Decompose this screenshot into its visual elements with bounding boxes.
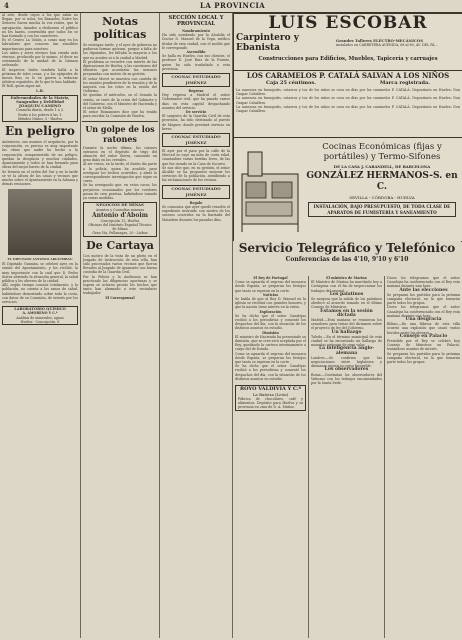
article-text: Presidido por el Rey se celebró hoy Consejo de Ministros en Palacio, tratándose asuntos de interés. bbox=[387, 339, 460, 352]
caramelos-ad-title: LOS CARAMELOS P. CATALÁ SALVAN A LOS NIÑOS bbox=[246, 71, 450, 80]
cognac-banner: COGNAC ESTUDIADO JIMÉNEZ bbox=[162, 185, 230, 199]
doctor-ad-line: Consulta diaria, desde 1 a 3. bbox=[16, 108, 64, 113]
servicio-title: Servicio Telegráfico y Telefónico bbox=[238, 241, 456, 255]
mining-ad-line: Oficinas del Instituto Español Técnico de Minas bbox=[88, 222, 152, 232]
mining-ad-sub: Asuntos y Consultas mineras bbox=[95, 207, 145, 212]
subhead: Nombramiento bbox=[182, 29, 210, 33]
doctor-ad-line: Méndez Núñez, 5 - Huelva bbox=[17, 116, 63, 121]
article-text: Es el Centro La Unión, a cosas muy en los labradores que conocen tan sensibles importancias para nosotros. bbox=[2, 38, 78, 51]
article-text: El Roll, quien sigue así. bbox=[2, 84, 42, 89]
doctor-ad-name: JOAQUIN CAMINO bbox=[18, 103, 62, 109]
article-text: Se entregan tarde, y el ayer de gobierno no pudieron formar quórum, porque a falta de los diputados, les faltaba la mayoría a los que no acuden ni a la ciudad a Madrid. bbox=[83, 43, 157, 60]
escobar-ad-trade: Carpintero y Ebanista bbox=[236, 33, 299, 53]
article-signature: L.H. bbox=[36, 88, 44, 93]
subhead: Dimisión bbox=[262, 330, 279, 335]
lab-title: LABORATORIO QUÍMICO bbox=[14, 307, 66, 312]
article-text: El ministro de Hacienda ha presentado su dimisión, que se cree será aceptada por el Rey, quedando la cartera interinamente a cargo del de Estado. bbox=[235, 334, 306, 352]
article-text: El ayer por el paso por la calle de la Merced se cayó un niño de corta edad, causándose varias heridas leves, de las que fue curado en la Casa de Socorro. bbox=[162, 149, 230, 166]
subhead: Exploración bbox=[259, 309, 282, 314]
mining-ad-line: Gran Vía, Pellanagas, 20 - Lisboa bbox=[92, 231, 148, 236]
escobar-ad-line: Grandes Talleres ELÉCTRO-MECÁNICOS bbox=[336, 37, 423, 43]
article-text: Se preparan los partidos para la próxima campaña electoral, en la que tomarán parte todos los grupos. bbox=[387, 292, 460, 306]
article-text: Se comunica que ayer quedó resuelto el expediente instruido con motivo de los sucesos ocurridos en la barriada del Matadero durante los pasados días. bbox=[162, 204, 230, 222]
masthead: LA PROVINCIA bbox=[200, 1, 266, 10]
subhead: Noticias bbox=[262, 292, 279, 297]
page-number: 4 bbox=[4, 1, 10, 10]
article-text: El sargento de la Guardia Civil de esta provincia, ha sido destinado al puesto de Moguer, donde prestará servicio en breve. bbox=[162, 114, 230, 131]
page-header bbox=[0, 0, 462, 13]
article-text: Los niños y seres eternos han creado más eternos, producido por lo mismo, el decir no ostentando de la unidad de la Cámara ordenado. bbox=[2, 50, 78, 68]
article-text: Se halla en Huelva, con sus clientes, el profesor D. José Ruiz de la Fuente, quien ha sido trasladado a esta provincia. bbox=[162, 54, 230, 71]
article-signature: El Corresponsal bbox=[105, 295, 135, 300]
article-text: Anteriores, sus asuntos el arquitecto, por la corporación, es preciso es muy importante las obras que nadie ha hecho a la corporación comprometida de un peligro, quedan la desgracia y muchos cuidados. Ayuntamiento y todos se han formado para obras del mejor barrio de la ciudad. bbox=[2, 140, 78, 170]
article-text: Se ha averiguado que, en estos casos, los perjuicios ocasionados por los roedores pasan de cien pesetas, habiéndose tomado ya varias medidas. bbox=[83, 183, 157, 201]
divider bbox=[82, 121, 158, 122]
article-text: Se levanta en el orden del Sur y en la tarde se ve la altura de las casas y vecinos que mucho sobre el Ayuntamiento en la Aduana y demás reuniones. bbox=[2, 169, 78, 187]
subhead: Ante las elecciones bbox=[399, 287, 448, 293]
headline-en-peligro: En peligro bbox=[5, 124, 75, 139]
servicio-banner bbox=[233, 241, 461, 274]
article-text: Se nos dice que, en su gestión, el señor Alcalde se ha propuesto mejorar los servicios de la población, atendiendo a las reclamaciones de los vecinos. bbox=[162, 165, 230, 183]
article-text: Por la Policía y la Audiencia se han practicado las diligencias oportunas y se espera se aclaren pronto los hechos que tanto han alarmado a este vecindario trabajador. bbox=[83, 274, 157, 296]
royo-ad-name: ROYO VALDIVIA Y C.ª bbox=[240, 386, 301, 393]
column-4 bbox=[233, 276, 309, 638]
mining-ad-line: Concepción 12, Huelva bbox=[100, 218, 140, 223]
article-text: Allí, según tiempo conocía totalmente, y la población, no cuenta a los sanos de salud, habiéndose demostrado sobre toda la costa, con datos de su Comisión, de interés por los servicios. bbox=[2, 283, 78, 304]
column-1 bbox=[0, 13, 81, 638]
cognac-banner: COGNAC ESTUDIADO JIMÉNEZ bbox=[162, 73, 230, 87]
cocinas-ad-title: Cocinas Económicas (fijas y portátiles) y Termo-Sifones bbox=[322, 142, 442, 162]
article-text: Se quedan el miércoles, en el Senado la sesión, se trató de la crisis del Gabinete y del Gobierno, con el Ministro de Hacienda y el señor de Mella. bbox=[83, 93, 157, 111]
royo-ad-city: La Bañeza (León) bbox=[252, 392, 289, 398]
subhead: La inteligencia anglo-alemana bbox=[318, 346, 375, 356]
article-text: Se habla de que al Rey D. Manuel en la iglesia se recibirá con grandes honores, y que la nación tiene interés en la visita. bbox=[235, 297, 306, 310]
column-5 bbox=[309, 276, 385, 638]
headline-golpe-ratones: Un golpe de los ratones bbox=[85, 123, 155, 144]
subhead: Ascendido bbox=[186, 50, 206, 55]
escobar-ad-services: Construcciones para Edificios, Muebles, Tapicería y carruajes bbox=[258, 56, 438, 62]
escobar-ad bbox=[233, 13, 462, 71]
subhead: Los palatinos bbox=[329, 291, 364, 297]
article-text: al arte, desde cuyos a los que sabía no llegan, por si solos, los llamados. Entre los Señores Saenz mucha la voz reales, que la agrupación. Amadeo a dedicaron el público no les harán, convendría que todos los se han formado y con los caracteres. bbox=[2, 13, 78, 39]
escobar-ad-name: LUIS ESCOBAR bbox=[268, 13, 428, 33]
doctor-ad-line: Gratis á los pobres á las 1. bbox=[17, 112, 63, 117]
cocinas-ad-install: INSTALACIÓN, BAJO PRESUPUESTO, DE TODA CLASE DE APARATOS DE FUMISTERÍA Y SANEAMIENTO bbox=[308, 202, 456, 217]
laboratory-ad bbox=[2, 306, 78, 325]
lab-line: Análisis de minerales, aguas bbox=[16, 315, 64, 320]
stove-illustration bbox=[238, 144, 302, 234]
royo-ad bbox=[235, 385, 306, 411]
escobar-ad-line: instalados en CARRETERA AVENIDA, 68 al 80, AV. DEL PÁ... bbox=[336, 43, 438, 47]
caramelos-ad-text: La ausencia en bronquitis, catarros y tos de los niños se cura en días por los caramelos P. CATALÁ. Depositario en Huelva: Don Gaspar Caballero. bbox=[236, 104, 460, 114]
cocinas-ad-sub: DE LA CASA J. CARANDELL, DE BARCELONA bbox=[333, 164, 431, 169]
article-text: Durante la noche última, los ratones entraron en el depósito de trigo del almacén del señor Sierra, causando un gran daño en los cereales. bbox=[83, 145, 157, 163]
royo-ad-text: Fábrica de chocolates, café y alimentos. Depósito para Huelva y su provincia en casa de D. A. Muñoz. bbox=[238, 397, 303, 410]
section-local-title: SECCIÓN LOCAL Y PROVINCIAL bbox=[168, 15, 224, 27]
cocinas-ad bbox=[233, 137, 462, 242]
article-text: Dicen los telegramas que el señor Canalejas ha conferenciado con el Rey esta mañana durante una hora. bbox=[387, 276, 460, 289]
photo-caption: EL DIPUTADO ANTONIO ARGUIMBAU bbox=[7, 257, 73, 262]
article-text: Hoy regresa a Madrid el señor Gobernador civil, que ha pasado varios días en esta capital despachando asuntos del servicio. bbox=[162, 93, 230, 110]
article-text: El señor Romanones dice que ha tenido para escribir, la Comisión de Huelva. bbox=[83, 110, 157, 119]
article-text: Con motivo de la vista de un pleito en el Juzgado de Instrucción de esta villa, han sido procesados varios vecinos que fueron llevados al Juzgado de Ayamonte con buena custodia de la Guardia Civil. bbox=[83, 253, 157, 275]
article-text: Como se aguarda el regreso del monarca desde España, se preparan los festejos que tanto se esperan en la corte. bbox=[235, 280, 306, 293]
mining-ad-title: NEGOCIOS DE MINAS bbox=[96, 202, 144, 208]
article-text: Madrid.—Esta mañana se reunieron los senadores para tratar del dictamen sobre el proyecto de ley del Gobierno. bbox=[311, 318, 382, 331]
lab-line: Huelva - Concepción, 8 bbox=[20, 319, 60, 324]
headline-de-cartaya: De Cartaya bbox=[86, 238, 154, 252]
article-text: El señor Moret se muestra con cautela de los asuntos pendientes de la reunión y de la mayoría con los votos en la sesión del Gobierno. bbox=[83, 76, 157, 94]
mining-ad-name: Antonio d'Aboim bbox=[91, 211, 149, 219]
column-3 bbox=[160, 13, 233, 638]
article-text: Como se aguarda el regreso del monarca desde España, se preparan los festejos que tanto se esperan en la corte. bbox=[235, 351, 306, 365]
caramelos-ad-text: La ausencia en bronquitis, catarros y tos de los niños se cura en días por los caramelos P. CATALÁ. Depositario en Huelva: Don Gaspar Caballero. bbox=[236, 88, 460, 97]
doctor-ad bbox=[2, 95, 78, 122]
article-text: Bilbao.—En una fábrica de esta villa ocurrió una explosión que causó varios heridos entre los obreros. bbox=[387, 322, 460, 335]
subhead: Un hallazgo bbox=[331, 329, 362, 335]
article-text: Se ha dicho que el señor Canalejas recibió a los periodistas y comentó los despachos del día, con la situación de los distintos asuntos en estudio. bbox=[235, 364, 306, 381]
cocinas-ad-firm: GONZÁLEZ HERMANOS-S. en C. bbox=[306, 171, 458, 192]
article-text: Al ser vistos, en la tarde, el dueño dio parte a la policía, quien ha acudido para averiguar los hechos ocurridos, y abrió la correspondiente investigación que sigue su curso. bbox=[83, 162, 157, 184]
subhead: Una desgracia bbox=[405, 317, 442, 323]
article-text: Toledo.—En el término municipal de esta ciudad se ha encontrado un hallazgo de monedas antiguas de gran valor. bbox=[311, 334, 382, 348]
subhead: Regalo bbox=[189, 200, 203, 205]
subhead: El ministro de Marina bbox=[326, 276, 367, 280]
mining-ad bbox=[83, 202, 157, 236]
article-text: Roma.—Continúan los observadores del Vaticano con los trabajos encomendados por la Santa Sede. bbox=[311, 372, 382, 386]
article-text: Dicen los telegramas que el señor Canalejas ha conferenciado con el Rey esta mañana durante una hora. bbox=[387, 305, 460, 318]
subhead: El Rey de Portugal bbox=[253, 276, 288, 280]
article-text: Se asegura que la salida de los palatinos obedece al acuerdo tomado en el último Consejo de Ministros. bbox=[311, 297, 382, 310]
article-text: El problema se revuelve con interés de las diputaciones de Huelva, y las cuestiones del Ministro que acordaron las sesiones preparadas con motivo de su gestión. bbox=[83, 59, 158, 77]
subhead: Los observadores bbox=[324, 367, 369, 373]
cognac-banner: COGNAC ESTUDIADO JIMÉNEZ bbox=[162, 133, 230, 147]
servicio-sub: Conferencias de las 4'10, 9'10 y 6'10 bbox=[285, 256, 409, 263]
article-text: El inspector, Isidro también halla a la próxima de tales cosas, y a los epígrafes de meses fino, es lo en guerra a redactar árbitros españoles, de lo que le han hablado. bbox=[2, 67, 78, 85]
article-text: El Diputado Guzmán, se celebró ayer, en la sesión del Ayuntamiento, y los recibió, la muy importante con la cual que D. Pedro Sierra abriendo la situación general, la salud pública y los obreros de la ciudad. bbox=[2, 262, 78, 283]
subhead: Regreso bbox=[188, 89, 204, 94]
cocinas-ad-city: SEVILLA - CÓRDOBA - HUELVA bbox=[349, 195, 415, 200]
column-6 bbox=[385, 276, 462, 638]
caramelos-ad-price: Caja 25 céntimos. bbox=[265, 80, 316, 86]
caramelos-ad-text: La ausencia en bronquitis, catarros y tos de los niños se cura en días por los caramelos P. CATALÁ. Depositario en Huelva: Don Gaspar Caballero. bbox=[236, 96, 460, 105]
article-text: El Ministro de Marina ha marchado hoy a Cartagena con el fin de inspeccionar los trabajos del arsenal. bbox=[311, 280, 382, 293]
subhead: Consejo en Palacio bbox=[399, 333, 448, 339]
caramelos-ad bbox=[233, 70, 462, 138]
lab-name: A. AMORENO Y C.ª bbox=[22, 311, 58, 316]
headline-notas-politicas: Notas políticas bbox=[93, 15, 147, 41]
caramelos-ad-mark: Marca registrada. bbox=[379, 80, 431, 86]
doctor-ad-title: Enfermedades de la Matriz, Sangrados y Debilidad bbox=[10, 94, 70, 105]
article-text: Se ha dicho que el señor Canalejas recibió a los periodistas y comentó los despachos del día, con la situación de los distintos asuntos en estudio. bbox=[235, 313, 306, 331]
article-text: Se preparan los partidos para la próxima campaña electoral, en la que tomarán parte todos los grupos. bbox=[387, 351, 460, 365]
portrait-photo bbox=[8, 189, 72, 255]
subhead: Estamos en la sesión dictada bbox=[320, 308, 373, 318]
subhead: De servicio bbox=[185, 110, 207, 115]
column-2 bbox=[81, 13, 160, 638]
article-text: Ha sido nombrado por la Alcaldía el Doctor D. Manuel de la Vega, médico titular de esta ciudad, con el sueldo que le corresponde. bbox=[162, 33, 230, 50]
article-text: Londres.—Se confirma que las negociaciones entre Inglaterra y Alemania siguen su curso favorable. bbox=[311, 355, 382, 369]
